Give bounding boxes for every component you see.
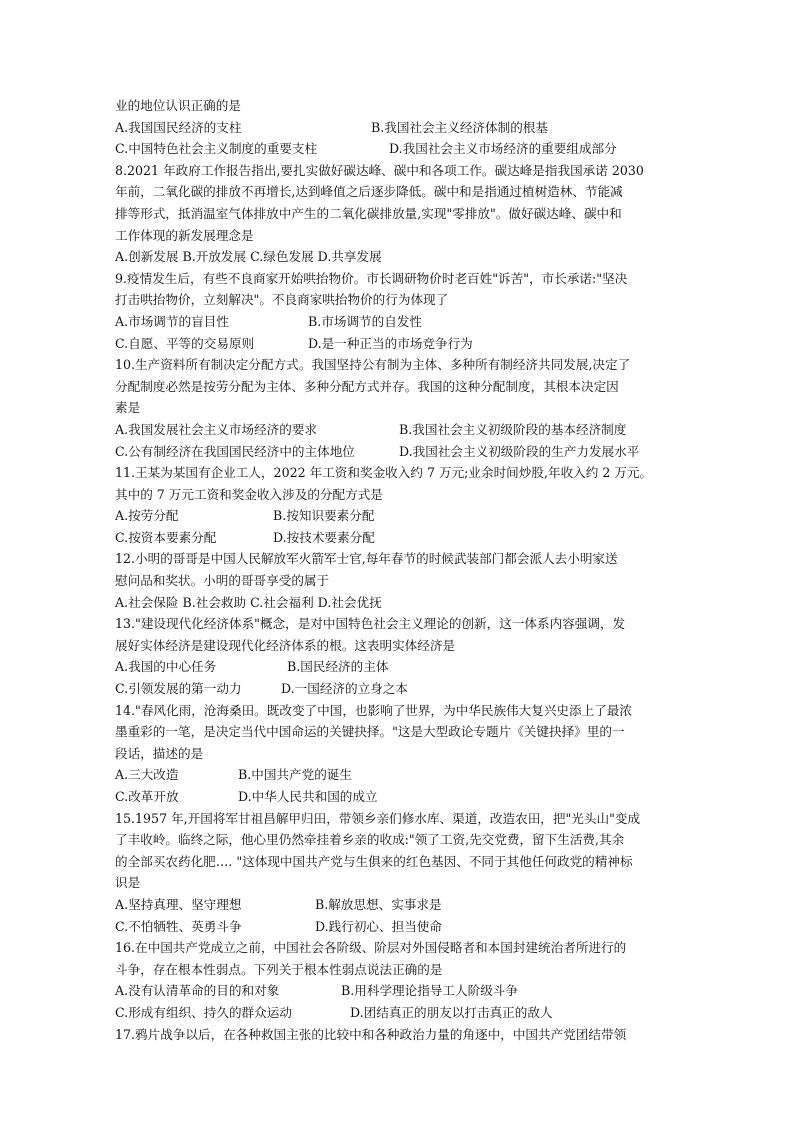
- option-row: [115, 138, 688, 160]
- option-c: C.中国特色社会主义制度的重要支柱: [115, 141, 318, 157]
- option-d: D.中华人民共和国的成立: [238, 789, 378, 804]
- question-17: [115, 1024, 688, 1046]
- option-a: A.没有认清革命的目的和对象: [115, 983, 280, 999]
- option-a: A.三大改造: [115, 767, 179, 783]
- question-continuation: 业的地位认识正确的是: [115, 98, 241, 113]
- question-text: 其中的 7 万元工资和奖金收入涉及的分配方式是: [115, 486, 383, 502]
- option-c: C.引领发展的第一动力: [115, 681, 242, 697]
- option-row: [115, 678, 688, 700]
- option-c: C.公有制经济在我国国民经济中的主体地位: [115, 443, 355, 459]
- option-c: C.按资本要素分配: [115, 529, 217, 545]
- option-b: B.我国社会主义初级阶段的基本经济制度: [399, 421, 627, 437]
- option-row: [115, 527, 688, 549]
- option-c: C.不怕牺牲、英勇斗争: [115, 918, 242, 934]
- option-b: B.我国社会主义经济体制的根基: [371, 119, 548, 135]
- option-d: D.团结真正的朋友以打击真正的敌人: [350, 1004, 553, 1020]
- question-text: 17.鸦片战争以后，在各种救国主张的比较中和各种政治力量的角逐中，中国共产党团结带领: [115, 1026, 627, 1042]
- question-9: [115, 268, 688, 354]
- question-12: [115, 548, 688, 613]
- question-text: 了丰收岭。临终之际，他心里仍然牵挂着乡亲的收成:"领了工资,先交党费，留下生活费,其余: [115, 832, 625, 848]
- question-text: 的全部买农药化肥…. "这体现中国共产党与生俱来的红色基因、不同于其他任何政党的精神标: [115, 853, 633, 869]
- option-a: A.市场调节的盲目性: [115, 313, 229, 329]
- option-a: A.我国发展社会主义市场经济的要求: [115, 421, 318, 437]
- option-c: C.形成有组织、持久的群众运动: [115, 1004, 292, 1020]
- question-text: 打击哄抬物价，立刻解决"。不良商家哄抬物价的行为体现了: [115, 292, 449, 308]
- option-row: [115, 894, 688, 916]
- option-c: C.改革开放: [115, 789, 179, 804]
- option-b: B.国民经济的主体: [287, 659, 389, 675]
- option-row: A.社会保险 B.社会救助 C.社会福利 D.社会优抚: [115, 594, 382, 610]
- question-text: 展好实体经济是建设现代化经济体系的根。这表明实体经济是: [115, 637, 456, 653]
- option-row: [115, 505, 688, 527]
- question-15: [115, 808, 688, 938]
- option-row: [115, 311, 688, 333]
- question-13: [115, 613, 688, 699]
- option-row: [115, 1002, 688, 1024]
- question-text: 墨重彩的一笔，是决定当代中国命运的关键抉择。"这是大型政论专题片《关键抉择》里的一: [115, 724, 625, 740]
- option-d: D.我国社会主义市场经济的重要组成部分: [389, 141, 617, 157]
- option-b: B.按知识要素分配: [273, 508, 375, 524]
- option-a: A.坚持真理、坚守理想: [115, 896, 242, 912]
- question-text: 14."春风化雨，沧海桑田。既改变了中国，也影响了世界，为中华民族伟大复兴史添上了最浓: [115, 702, 632, 718]
- option-row: [115, 764, 688, 786]
- option-row: [115, 441, 688, 463]
- question-text: 识是: [115, 875, 141, 891]
- option-c: C.自愿、平等的交易原则: [115, 335, 255, 351]
- option-row: [115, 916, 688, 938]
- option-row: [115, 980, 688, 1002]
- question-text: 9.疫情发生后，有些不良商家开始哄抬物价。市长调研物价时老百姓"诉苦"，市长承诺:"坚决: [115, 270, 628, 286]
- option-a: A.按劳分配: [115, 508, 179, 524]
- question-text: 8.2021 年政府工作报告指出,要扎实做好碳达峰、碳中和各项工作。碳达峰是指我国承诺 2030: [115, 162, 644, 178]
- question-text: 16.在中国共产党成立之前，中国社会各阶级、阶层对外国侵略者和本国封建统治者所进行的: [115, 940, 627, 956]
- question-8: [115, 160, 688, 268]
- option-row: [115, 419, 688, 441]
- question-text: 13."建设现代化经济体系"概念，是对中国特色社会主义理论的创新，这一体系内容强调，发: [115, 616, 626, 632]
- question-text: 段话，描述的是: [115, 745, 204, 761]
- question-text: 15.1957 年,开国将军甘祖昌解甲归田，带领乡亲们修水库、渠道，改造农田，把"光头山"变成: [115, 810, 641, 826]
- question-text: 斗争，存在根本性弱点。下列关于根本性弱点说法正确的是: [115, 961, 443, 977]
- question-text: 年前，二氧化碳的排放不再增长,达到峰值之后逐步降低。碳中和是指通过植树造林、节能减: [115, 184, 623, 200]
- question-text: 排等形式，抵消温室气体排放中产生的二氧化碳排放量,实现"零排放"。做好碳达峰、碳中和: [115, 205, 622, 221]
- option-row: [115, 656, 688, 678]
- question-text: 12.小明的哥哥是中国人民解放军火箭军士官,每年春节的时候武装部门都会派人去小明家送: [115, 551, 618, 567]
- question-10: [115, 354, 688, 462]
- option-a: A.我国的中心任务: [115, 659, 217, 675]
- question-text: 11.王某为某国有企业工人，2022 年工资和奖金收入约 7 万元;业余时间炒股,年收入约 2 万元。: [115, 465, 653, 481]
- option-b: B.市场调节的自发性: [308, 313, 423, 329]
- question-text: 10.生产资料所有制决定分配方式。我国坚持公有制为主体、多种所有制经济共同发展,决定了: [115, 357, 631, 373]
- option-row: A.创新发展 B.开放发展 C.绿色发展 D.共享发展: [115, 249, 382, 265]
- option-d: D.践行初心、担当使命: [315, 918, 442, 934]
- question-11: [115, 462, 688, 548]
- question-text: 工作体现的新发展理念是: [115, 227, 254, 243]
- option-row: [115, 333, 688, 355]
- option-d: D.我国社会主义初级阶段的生产力发展水平: [399, 443, 640, 459]
- question-16: [115, 937, 688, 1023]
- option-d: D.按技术要素分配: [273, 529, 375, 545]
- question-text: 分配制度必然是按劳分配为主体、多种分配方式并存。我国的这种分配制度，其根本决定因: [115, 378, 619, 394]
- option-d: D.一国经济的立身之本: [281, 681, 408, 697]
- option-row: [115, 117, 688, 139]
- option-b: B.用科学理论指导工人阶级斗争: [341, 983, 518, 999]
- option-b: B.中国共产党的诞生: [238, 767, 353, 783]
- option-d: D.是一种正当的市场竞争行为: [308, 335, 473, 351]
- question-text: 慰问品和奖状。小明的哥哥享受的属于: [115, 573, 330, 589]
- option-row: [115, 786, 688, 808]
- option-b: B.解放思想、实事求是: [315, 896, 442, 912]
- question-text: 素是: [115, 400, 141, 416]
- option-a: A.我国国民经济的支柱: [115, 119, 242, 135]
- question-14: [115, 700, 688, 808]
